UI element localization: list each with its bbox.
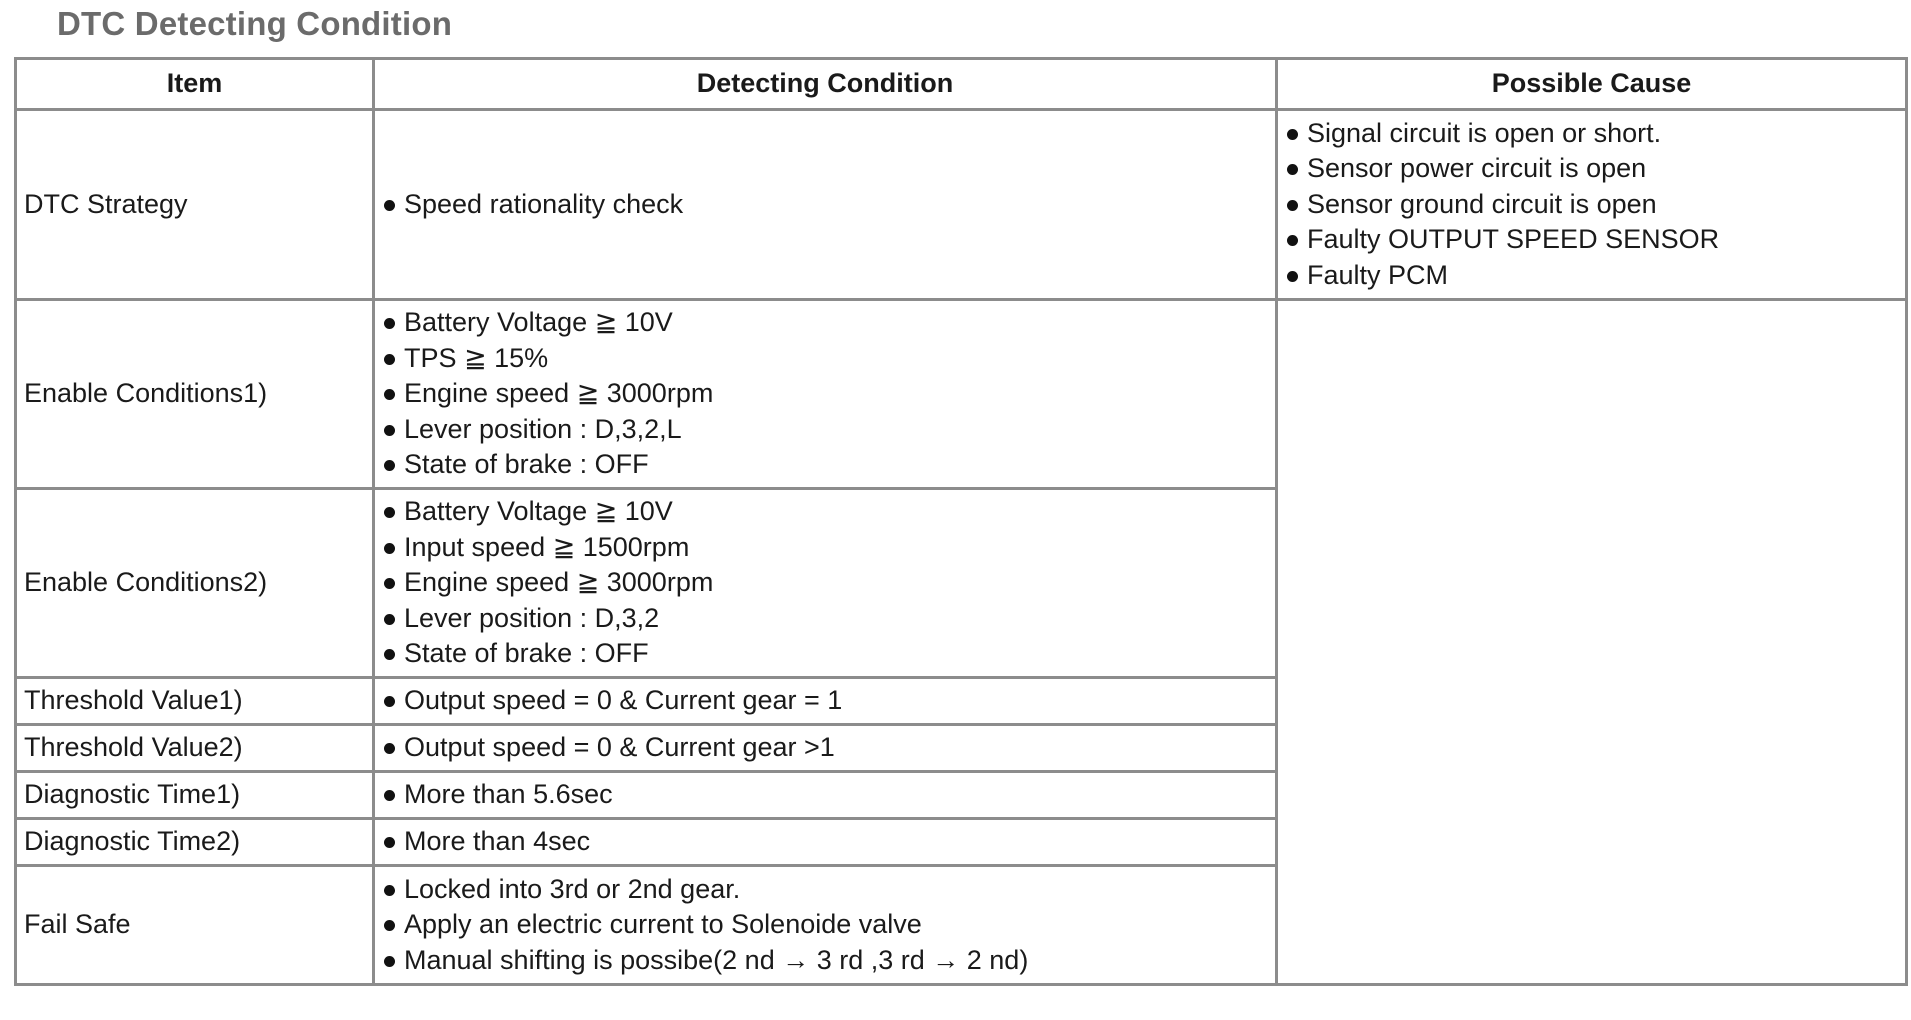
- dtc-table: [14, 57, 1908, 986]
- condition-item: Battery Voltage ≧ 10V: [382, 305, 1268, 341]
- item-cell: Diagnostic Time1): [16, 772, 374, 819]
- condition-item: More than 5.6sec: [382, 777, 1268, 813]
- cause-item: Sensor ground circuit is open: [1285, 187, 1898, 223]
- condition-cell: [374, 489, 1277, 678]
- condition-cell: [374, 772, 1277, 819]
- condition-list: [382, 777, 1268, 813]
- condition-list: [382, 683, 1268, 719]
- possible-cause-empty-cell: [1277, 300, 1907, 985]
- condition-cell: [374, 300, 1277, 489]
- item-cell: Fail Safe: [16, 866, 374, 985]
- item-cell: Diagnostic Time2): [16, 819, 374, 866]
- table-row-enable-conditions-1: [16, 300, 1907, 489]
- page-title: DTC Detecting Condition: [57, 5, 453, 42]
- cause-item: Faulty OUTPUT SPEED SENSOR: [1285, 222, 1898, 258]
- condition-list: [382, 187, 1268, 223]
- item-cell: Threshold Value2): [16, 725, 374, 772]
- cause-item: Signal circuit is open or short.: [1285, 116, 1898, 152]
- condition-item: Battery Voltage ≧ 10V: [382, 494, 1268, 530]
- condition-item: Output speed = 0 & Current gear >1: [382, 730, 1268, 766]
- condition-cell: [374, 678, 1277, 725]
- condition-item: State of brake : OFF: [382, 447, 1268, 483]
- condition-cell: [374, 819, 1277, 866]
- condition-item: Lever position : D,3,2: [382, 601, 1268, 637]
- condition-item: Apply an electric current to Solenoide valve: [382, 907, 1268, 943]
- condition-item: State of brake : OFF: [382, 636, 1268, 672]
- condition-item: Lever position : D,3,2,L: [382, 412, 1268, 448]
- table-header-row: [16, 59, 1907, 110]
- condition-item: Input speed ≧ 1500rpm: [382, 530, 1268, 566]
- header-item: Item: [16, 59, 374, 110]
- item-cell: Enable Conditions2): [16, 489, 374, 678]
- condition-item: More than 4sec: [382, 824, 1268, 860]
- condition-item: TPS ≧ 15%: [382, 341, 1268, 377]
- condition-item: Speed rationality check: [382, 187, 1268, 223]
- item-cell: Enable Conditions1): [16, 300, 374, 489]
- condition-list: [382, 494, 1268, 672]
- header-possible-cause: Possible Cause: [1277, 59, 1907, 110]
- table-row-dtc-strategy: [16, 110, 1907, 300]
- condition-cell: [374, 110, 1277, 300]
- condition-item: Output speed = 0 & Current gear = 1: [382, 683, 1268, 719]
- item-cell: Threshold Value1): [16, 678, 374, 725]
- condition-item: Manual shifting is possibe(2 nd → 3 rd ,3 rd → 2 nd): [382, 943, 1268, 979]
- condition-item: Locked into 3rd or 2nd gear.: [382, 872, 1268, 908]
- condition-item: Engine speed ≧ 3000rpm: [382, 376, 1268, 412]
- condition-list: [382, 872, 1268, 979]
- condition-list: [382, 824, 1268, 860]
- condition-item: Engine speed ≧ 3000rpm: [382, 565, 1268, 601]
- condition-cell: [374, 725, 1277, 772]
- possible-cause-cell: [1277, 110, 1907, 300]
- condition-list: [382, 305, 1268, 483]
- cause-item: Faulty PCM: [1285, 258, 1898, 294]
- condition-cell: [374, 866, 1277, 985]
- cause-item: Sensor power circuit is open: [1285, 151, 1898, 187]
- header-detecting-condition: Detecting Condition: [374, 59, 1277, 110]
- possible-cause-list: [1285, 116, 1898, 294]
- condition-list: [382, 730, 1268, 766]
- item-cell: DTC Strategy: [16, 110, 374, 300]
